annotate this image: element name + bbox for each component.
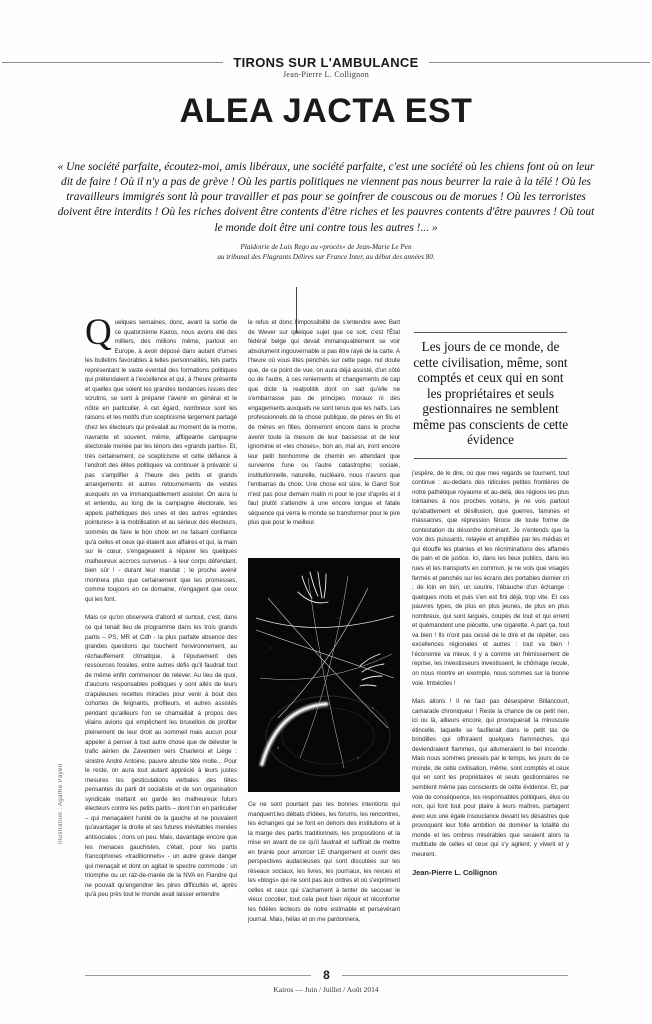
paragraph-text: uelques semaines, donc, avant la sortie de ce quatorzième Kairos, nous avons été des milliers, des millions même, partout en Europe, à avoir déposé dans autant d'urnes les bulletins favorables à telles personnalités, tels partis représentant le vaste éventail des formations politiques qui prétendaient à l'excellence et qui, à l'heure présente et quelles que soient les grandes tendances issues des scrutins, se sont à préparer l'avenir en général et le nôtre en particulier. A cet égard, nombreux sont les raisons et les motifs d'un scepticisme largement partagé chez les électeurs qui prévalait au moment de la morne, navrante et souvent, même, affligeante campagne électorale menée par les ténors des «grands partis». Et, très certainement, ce scepticisme et cette défiance à l'endroit des élites politiques va continuer à prévaloir si pas s'amplifier à l'heure des petits et grands arrangements et autres retournements de vestes auxquels on va immanquablement assister. On aura lu et entendu, au long de la campagne électorale, les appels pathétiques des unes et des autres «grandes pointures» à la mobilisation et au sérieux des électeurs, sommés de faire le bon choix en ne faisant confiance qu'à celles et ceux qui étaient aux affaires et qui, la main sur le cœur, s'engageaient à réparer les quelques malheureux accrocs survenus - à leur corps défendant, bien sûr ! - durant leur mandat ; le proche avenir montrera plus que certainement que les promesses, comme toujours en ce domaine, n'engagent que ceux qui les font.	[85, 319, 237, 603]
page-title: ALEA JACTA EST	[179, 92, 473, 130]
pullquote: Les jours de ce monde, de cette civilisation, même, sont comptés et ceux qui en sont les propriétaires et seuls gestionnaires ne semblent même pas conscients de cette évidence	[412, 339, 569, 447]
byline: Jean-Pierre L. Collignon	[282, 70, 370, 79]
rubric-title: TIRONS SUR L'AMBULANCE	[233, 55, 419, 70]
footer	[85, 968, 568, 982]
column-2-lower	[248, 800, 400, 942]
paragraph	[85, 318, 237, 604]
column-3-text	[412, 469, 569, 878]
string-hands-illustration	[248, 558, 400, 792]
footer-rule-left	[85, 975, 311, 976]
issue-line: Kairos — Juin / Juillet / Août 2014	[273, 985, 379, 994]
epigraph-attribution	[106, 243, 546, 262]
pullquote-rule-bottom	[414, 458, 567, 459]
paragraph: Mais ce qu'on observera d'abord et surtout, c'est, dans ce qui tenait lieu de programme dans les trois grands partis – PS, MR et Cdh - la plus parfaite absence des grandes questions qui touchent l'environnement, au réchauffement climatique, à l'épuisement des ressources fossiles, entre autres défis qu'il faudrait tout de même enfin commencer de relever. Au lieu de quoi, d'aucuns responsables politiques y sont allés de leurs crapuleuses recettes miracles pour venir à bout des cohortes de feignants, profiteurs, et autres assistés pendant qu'ailleurs l'on se chamaillait à propos des vilains avions qui empêchent les bruxellois de profiter pleinement de leur droit au sommeil mais aucun pour appeler à penser à tout autre chose que de délester le trafic aérien de Zaventem vers Charleroi et Liège : sinistre André Antoine, pauvre abrutie tête molle... Pour le reste, on aura tout autant apprécié à leurs justes mesures les gesticulations verbales des têtes pensantes du parti dit socialiste et de son organisation syndicale mettant en garde les malheureux futurs électeurs contre les petits partis – dont l'un en particulier – qui menaçaient l'unité de la gauche et ne pouvaient qu'avantager la droite et ses futures inévitables menées antisociales ; rions un peu. Mais, davantage encore que les menaces gauchistes, c'était, pour les partis francophones «traditionnels» - un autre grave danger qui menaçait et dont on agitait le spectre commode : un triomphe ou un raz-de-marée de la NVA en Flandre qui ne pouvait qu'engendrer les pires difficultés et, après qu'à peu près tout le monde avait laisser entendre	[85, 614, 237, 899]
column-1	[85, 318, 237, 943]
column-3	[412, 332, 569, 944]
column-2-upper	[248, 318, 400, 554]
paragraph: Ce ne sont pourtant pas les bonnes intentions qui manquent:les débats d'idées, les forums, les rencontres, les échanges qui se font en dehors des institutions et à la marge des partis traditionnels, les propositions et la mise en avant de ce qu'il faudrait et suffirait de mettre en branle pour amorcer LE changement et ouvrir des perspectives audacieuses qui sont discutées sur les réseaux sociaux, les livres, les journaux, les revues et les «blogs» qui ne sont pas aux ordres et où s'expriment celles et ceux qui s'acharnent à tenter de secouer le vieux cocotier, tout cela peut bien réjouir et réconforter les fidèles lecteurs de notre estimable et persévérant journal. Mais, hélas et on me pardonnera,	[248, 801, 400, 923]
epigraph-quote: « Une société parfaite, écoutez-moi, amis libéraux, une société parfaite, c'est une société où les chiens font où on leur dit de faire ! Où il n'y a pas de grève ! Où les partis politiques ne viennent pas nous beurrer la raie à la télé ! Où les travailleurs immigrés sont là pour travailler et pas pour se goinfrer de couscous ou de morues ! Où les terroristes doivent être interdits ! Où les riches doivent être contents d'être riches et les pauvres contents d'être pauvres ! Où tout le monde doit être uni contre tous les autres !... »	[57, 161, 595, 234]
paragraph: j'espère, de le dire, où que mes regards se tournent, tout continue : au-dedans des ridicules petites frontières de notre pathétique royaume et au-delà, des régions les plus lointaines à nos proches voisins, je ne vois partout qu'abattement et désillusion, que guerres, famines et massacres, que répression féroce de toute forme de contestation du désordre dominant. Je n'entends que la voix des puissants, relayée et amplifiée par les médias et qui étouffe les plaintes et les récriminations des affamés de pain et de justice. Ici, dans les lieux publics, dans les rues et les transports en commun, je ne vois que visages fermés et penchés sur les écrans des portables dernier cri ; de loin en loin, un sourire, l'ébauche d'un échange : quelques mots et puis s'en est fini déjà, trop vite. Et ces pauvres types, de plus en plus jeunes, de plus en plus nombreux, qui sont largués, coupés de tout et qui errent et quémandent une piécette, une cigarette. A part ça, tout va bien ! Ils n'ont pas cessé de le dire et de répéter, ces excellences régionales et autres : tout va bien ! l'économie va mieux, il y a comme un frémissement de reprise, les investisseurs investissent, le chômage recule, on nous montre en exemple, nous sommes sur la bonne voie. Imbéciles !	[412, 469, 569, 687]
page-number: 8	[323, 968, 330, 982]
dropcap: Q	[85, 318, 112, 353]
rubric-rule-right	[429, 62, 650, 63]
attribution-line-2: au tribunal des Flagrants Délires sur France Inter, au début des années 80.	[217, 252, 435, 261]
illustration-credit: Illustration : Agathe Payen	[58, 763, 64, 844]
author-signature: Jean-Pierre L. Collignon	[412, 868, 498, 878]
rubric-row	[0, 55, 652, 70]
paragraph: Mais allons ! Il ne faut pas désespérer Billancourt, camarade chroniqueur ! Reste la chance de ce petit rien, ici ou là, ailleurs encore, qui provoquerait la minuscule étincelle, laquelle se faufilerait dans le petit tas de brindilles qui offriraient quelques flammèches, qui deviendraient flammes, qui allumeraient le bel incendie. Mais nous sommes pressés par le temps, les jours de ce monde, de cette civilisation, même, sont comptés et ceux qui en sont les propriétaires et seuls gestionnaires ne semblent même pas conscients de cette évidence. Et, par voie de conséquence, les responsables politiques, élus ou non, qui font tout pour plaire à leurs maîtres, partagent avec eux une égale insouciance devant les désastres que provoquent leur folle ambition de dominer la totalité du monde et les ombres misérables que seraient alors la multitude de celles et ceux qui s'y agitent, y vivent et y meurent.	[412, 698, 569, 858]
paragraph: le refus et donc l'impossibilité de s'entendre avec Bart de Wever sur quelque sujet que ce soit, c'est l'État fédéral belge qui devait immanquablement se voir absolument ingouvernable si pas être rayé de la carte. A l'heure où vous êtes penchés sur cette page, nul doute que, de ce point de vue, on aura déjà assisté, d'un côté ou de l'autre, à ces reniements et changements de cap que dicte la realpolitik dont on sait qu'elle ne s'embarrasse pas de principes moraux ni des engagements auxquels ne sont tenus que les naïfs. Les professionnels de la chose publique, de pères en fils et de mères en filles, donneront encore dans le proche avenir toute la mesure de leur bassesse et de leur ignominie et «les choses», bon an, mal an, iront encore leur petit bonhomme de chemin en attendant que survienne l'une ou l'autre catastrophe; sociale, institutionnelle, naturelle, nucléaire, nous n'avons que l'embarras du choix. Une chose est sûre, le Gand Soir n'est pas pour demain matin ni pour le jour d'après et il faut plutôt s'attendre à une encore longue et fatale séquence qui verra le monde se transformer pour le pire plus que pour le meilleur.	[248, 319, 400, 527]
string-hands-artwork	[248, 558, 400, 792]
attribution-line-1: Plaidoirie de Luis Rego au «procès» de Jean-Marie Le Pen	[240, 243, 412, 251]
rubric-rule-left	[2, 62, 223, 63]
footer-rule-right	[342, 975, 568, 976]
